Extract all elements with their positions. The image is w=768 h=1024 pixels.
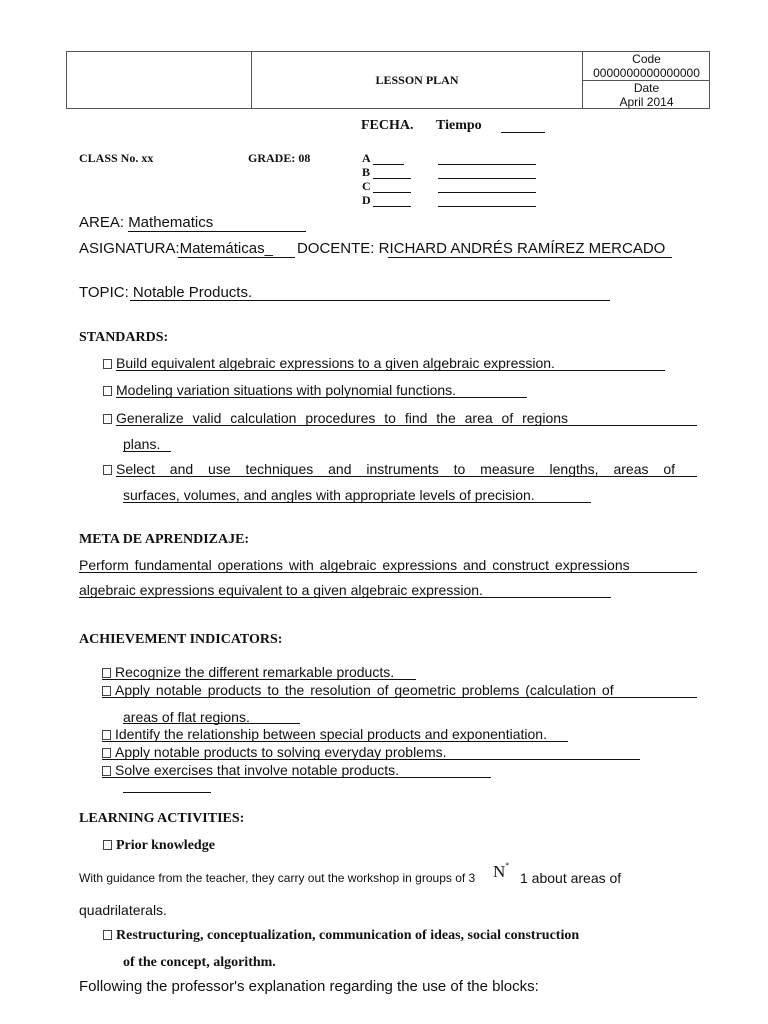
- code-date-cell: [583, 52, 710, 108]
- meta-line-2: algebraic expressions equivalent to a given algebraic expression.: [79, 582, 483, 598]
- restructuring-heading-2: of the concept, algorithm.: [123, 955, 276, 970]
- group-d-blank: [373, 206, 411, 207]
- standard-item-3-cont: plans.: [123, 436, 161, 452]
- date-label: Date: [633, 81, 660, 95]
- achievement-underline-5b: [123, 792, 211, 793]
- asignatura-label: ASIGNATURA:: [79, 240, 180, 257]
- group-b-label: B: [362, 165, 371, 179]
- area-line: [79, 214, 213, 231]
- grade: GRADE: 08: [248, 151, 311, 165]
- checkbox-icon: [103, 359, 112, 369]
- achievement-underline-2b: [123, 723, 300, 724]
- achievement-underline-1: [102, 679, 416, 680]
- docente-label: DOCENTE:: [296, 240, 375, 257]
- standard-item-1: Build equivalent algebraic expressions to a given algebraic expression.: [103, 355, 555, 371]
- standard-underline-1: [116, 370, 665, 371]
- prior-text-b: 1 about areas of: [520, 870, 622, 886]
- date-value: April 2014: [619, 95, 674, 109]
- area-underline: [128, 231, 306, 232]
- checkbox-icon: [102, 766, 111, 776]
- checkbox-icon: [103, 465, 112, 475]
- checkbox-icon: [103, 930, 112, 940]
- prior-symbol: N*: [493, 861, 510, 881]
- asignatura-underline: [178, 257, 295, 258]
- topic-value: Notable Products.: [132, 284, 253, 301]
- group-a-label: A: [362, 151, 371, 165]
- prior-text-a: With guidance from the teacher, they carry out the workshop in groups of 3: [79, 871, 476, 885]
- standard-item-2: Modeling variation situations with polynomial functions.: [103, 382, 456, 398]
- group-b-line: [438, 178, 536, 179]
- meta-underline-2: [79, 597, 611, 598]
- standard-underline-3b: [123, 451, 171, 452]
- checkbox-icon: [102, 686, 111, 696]
- header-table: [66, 51, 710, 109]
- prior-knowledge-heading: Prior knowledge: [103, 838, 215, 854]
- standard-underline-3: [116, 425, 697, 426]
- group-d-label: D: [362, 193, 371, 207]
- topic-line: [79, 284, 252, 301]
- checkbox-icon: [102, 668, 111, 678]
- group-c-line: [438, 192, 536, 193]
- standard-underline-4: [116, 476, 697, 477]
- fecha-label: FECHA.: [361, 118, 414, 133]
- asignatura-value: Matemáticas_: [179, 240, 273, 257]
- checkbox-icon: [102, 748, 111, 758]
- group-a-line: [438, 164, 536, 165]
- area-value: Mathematics: [128, 214, 214, 231]
- class-number: CLASS No. xx: [79, 151, 154, 165]
- tiempo-blank: [501, 132, 545, 133]
- logo-cell: [67, 52, 252, 108]
- achievement-item-2: Apply notable products to the resolution of geometric problems (calculation of: [102, 682, 614, 698]
- code-value: 0000000000000000: [593, 66, 700, 80]
- standard-item-3: Generalize valid calculation procedures to find the area of regions: [103, 410, 697, 426]
- achievement-item-1: Recognize the different remarkable products.: [102, 664, 394, 680]
- meta-heading: META DE APRENDIZAJE:: [79, 532, 250, 547]
- group-c-label: C: [362, 179, 371, 193]
- group-c-blank: [373, 192, 411, 193]
- following-text: Following the professor's explanation regarding the use of the blocks:: [79, 978, 539, 995]
- achievement-underline-4: [102, 759, 640, 760]
- topic-underline: [130, 300, 610, 301]
- topic-label: TOPIC:: [79, 284, 129, 301]
- tiempo-label: Tiempo: [436, 118, 482, 133]
- achievement-heading: ACHIEVEMENT INDICATORS:: [79, 632, 283, 647]
- achievement-item-4: Apply notable products to solving everyday problems.: [102, 744, 447, 760]
- docente-underline: [388, 257, 672, 258]
- achievement-item-3: Identify the relationship between special products and exponentiation.: [102, 726, 547, 742]
- checkbox-icon: [103, 840, 112, 850]
- group-a-blank: [373, 164, 404, 165]
- activities-heading: LEARNING ACTIVITIES:: [79, 811, 245, 826]
- prior-text-c: quadrilaterals.: [79, 902, 167, 918]
- checkbox-icon: [103, 414, 112, 424]
- meta-line-1: Perform fundamental operations with algebraic expressions and construct expressions: [79, 557, 630, 573]
- group-b-blank: [373, 178, 411, 179]
- area-label: AREA:: [79, 214, 125, 231]
- achievement-underline-5: [102, 777, 491, 778]
- checkbox-icon: [102, 730, 111, 740]
- document-title: LESSON PLAN: [252, 52, 583, 108]
- restructuring-heading-1: Restructuring, conceptualization, communication of ideas, social construction: [103, 928, 579, 944]
- standards-heading: STANDARDS:: [79, 330, 169, 345]
- code-label: Code: [632, 52, 661, 66]
- achievement-item-2-cont: areas of flat regions.: [123, 709, 250, 725]
- meta-underline-1: [79, 572, 697, 573]
- achievement-underline-2: [102, 697, 697, 698]
- achievement-item-5: Solve exercises that involve notable products.: [102, 762, 399, 778]
- standard-underline-4b: [123, 502, 591, 503]
- achievement-underline-3: [102, 741, 568, 742]
- asignatura-line: [79, 240, 665, 257]
- standard-underline-2: [116, 397, 527, 398]
- docente-value: RICHARD ANDRÉS RAMÍREZ MERCADO: [378, 240, 666, 257]
- standard-item-4-cont: surfaces, volumes, and angles with appropriate levels of precision.: [123, 487, 535, 503]
- checkbox-icon: [103, 386, 112, 396]
- standard-item-4: Select and use techniques and instruments to measure lengths, areas of: [103, 461, 675, 477]
- group-d-line: [438, 206, 536, 207]
